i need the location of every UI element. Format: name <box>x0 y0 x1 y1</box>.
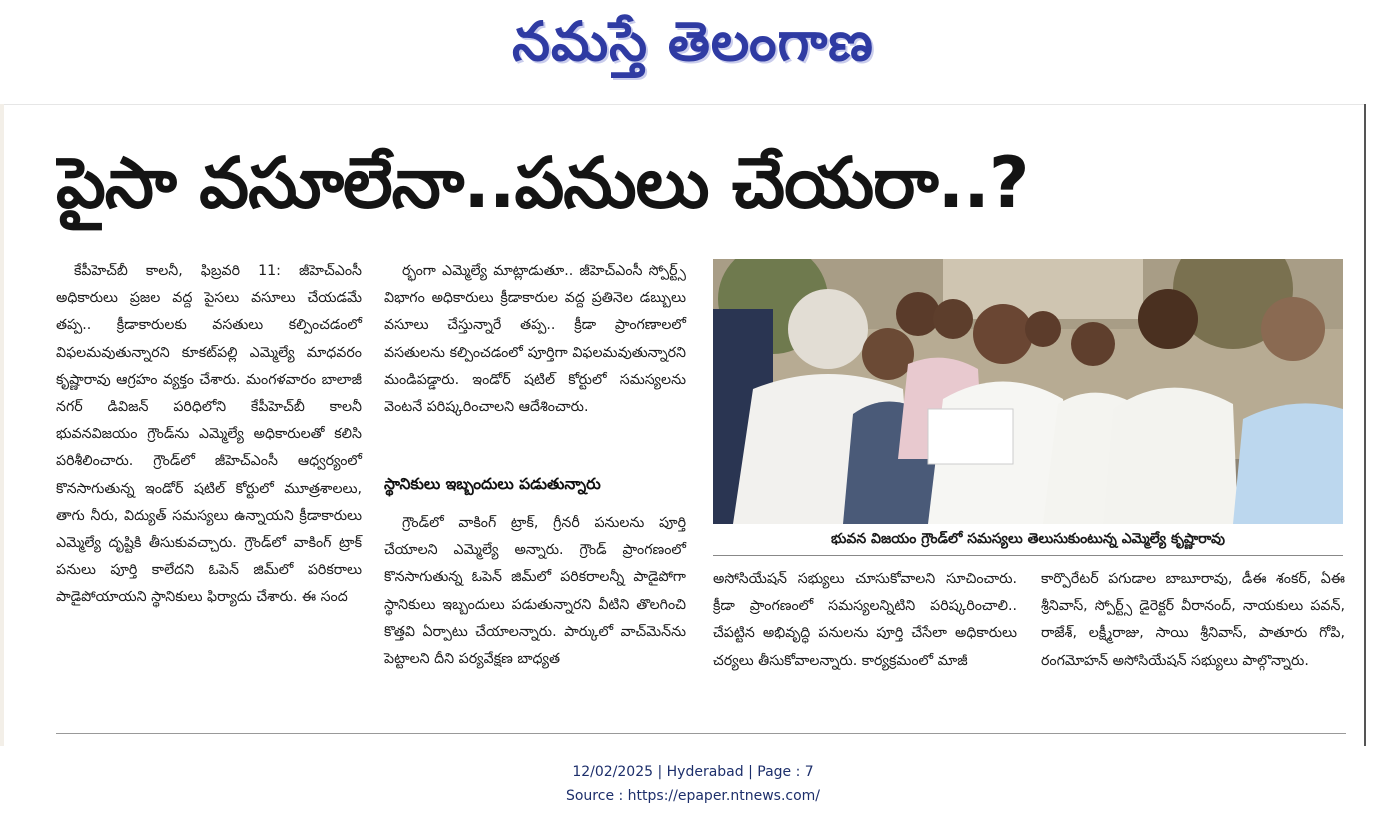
masthead <box>0 0 1386 96</box>
article-headline: పైసా వసూలేనా..పనులు చేయరా..? <box>56 142 1029 224</box>
clipping-top-border <box>0 104 1364 105</box>
article-column-2-continued <box>384 510 686 726</box>
footer-date-edition: 12/02/2025 | Hyderabad | Page : 7 <box>572 764 814 780</box>
article-column-4 <box>1041 566 1345 726</box>
news-photo <box>713 259 1343 524</box>
footer-source: Source : https://epaper.ntnews.com/ <box>565 788 821 804</box>
clipping-left-border <box>0 104 4 746</box>
clipping-right-border <box>1364 104 1366 746</box>
caption-divider <box>713 555 1343 556</box>
article-subheading: స్థానికులు ఇబ్బందులు పడుతున్నారు <box>384 475 601 493</box>
column-4-text: కార్పొరేటర్ పగుడాల బాబూరావు, డీఈ శంకర్, ఏఈ శ్రీనివాస్, స్పోర్ట్స్ డైరెక్టర్ వీరానంద్, నాయకులు పవన్, రాజేశ్, లక్ష్మీరాజు, సాయి శ్రీనివాస్, పాతూరు గోపి, రంగమోహన్ అసోసియేషన్ సభ్యులు పాల్గొన్నారు. <box>1041 571 1345 669</box>
column-2b-text: గ్రౌండ్‌లో వాకింగ్ ట్రాక్, గ్రీనరీ పనులను పూర్తి చేయాలని ఎమ్మెల్యే అన్నారు. గ్రౌండ్ ప్రాంగణంలో కొనసాగుతున్న ఓపెన్ జిమ్‌లో పరికరాలన్నీ పాడైపోగా స్థానికులు ఇబ్బందులు పడుతున్నారని వీటిని తొలగించి కొత్తవి ఏర్పాటు చేయాలన్నారు. పార్కులో వాచ్‌మెన్‌ను పెట్టాలని దీని పర్యవేక్షణ బాధ్యత <box>384 515 686 668</box>
column-1-text: కేపీహెచ్‌బీ కాలనీ, ఫిబ్రవరి 11: జీహెచ్‌ఎంసీ అధికారులు ప్రజల వద్ద పైసలు వసూలు చేయడమే తప్ప.. క్రీడాకారులకు వసతులు కల్పించడంలో విఫలమవుతున్నారని కూకట్‌పల్లి ఎమ్మెల్యే మాధవరం కృష్ణారావు ఆగ్రహం వ్యక్తం చేశారు. మంగళవారం బాలాజీ నగర్ డివిజన్ పరిధిలోని కేపీహెచ్‌బీ కాలనీ భువనవిజయం గ్రౌండ్‌ను ఎమ్మెల్యే అధికారులతో కలిసి పరిశీలించారు. గ్రౌండ్‌లో జీహెచ్‌ఎంసీ ఆధ్వర్యంలో కొనసాగుతున్న ఇండోర్ షటిల్ కోర్టులో మూత్రశాలలు, తాగు నీరు, విద్యుత్ సమస్యలు ఉన్నాయని క్రీడాకారులు ఎమ్మెల్యే దృష్టికి తీసుకువచ్చారు. గ్రౌండ్‌లో వాకింగ్ ట్రాక్ పనులు పూర్తి కాలేదని ఓపెన్ జిమ్‌లో పరికరాలు పాడైపోయాయని స్థానికులు ఫిర్యాదు చేశారు. ఈ సంద <box>56 263 362 606</box>
news-photo-illustration <box>713 259 1343 524</box>
article-column-2 <box>384 258 686 458</box>
article-column-3 <box>713 566 1017 726</box>
photo-caption: భువన విజయం గ్రౌండ్‌లో సమస్యలు తెలుసుకుంటున్న ఎమ్మెల్యే కృష్ణారావు <box>831 531 1225 547</box>
column-2-text: ర్భంగా ఎమ్మెల్యే మాట్లాడుతూ.. జీహెచ్‌ఎంసీ స్పోర్ట్స్ విభాగం అధికారులు క్రీడాకారుల వద్ద ప్రతినెల డబ్బులు వసూలు చేస్తున్నారే తప్ప.. క్రీడా ప్రాంగణాలలో వసతులను కల్పించడంలో పూర్తిగా విఫలమవుతున్నారని మండిపడ్డారు. ఇండోర్ షటిల్ కోర్టులో సమస్యలను వెంటనే పరిష్కరించాలని ఆదేశించారు. <box>384 263 686 416</box>
column-3-text: అసోసియేషన్ సభ్యులు చూసుకోవాలని సూచించారు. క్రీడా ప్రాంగణంలో సమస్యలన్నిటిని పరిష్కరించాలి.. చేపట్టిన అభివృద్ధి పనులను పూర్తి చేసేలా అధికారులు చర్యలు తీసుకోవాలన్నారు. కార్యక్రమంలో మాజీ <box>713 571 1017 669</box>
newspaper-logo: నమస్తే తెలంగాణ <box>512 9 874 73</box>
article-bottom-divider <box>56 733 1346 734</box>
page-footer <box>0 760 1386 808</box>
article-column-1 <box>56 258 362 728</box>
